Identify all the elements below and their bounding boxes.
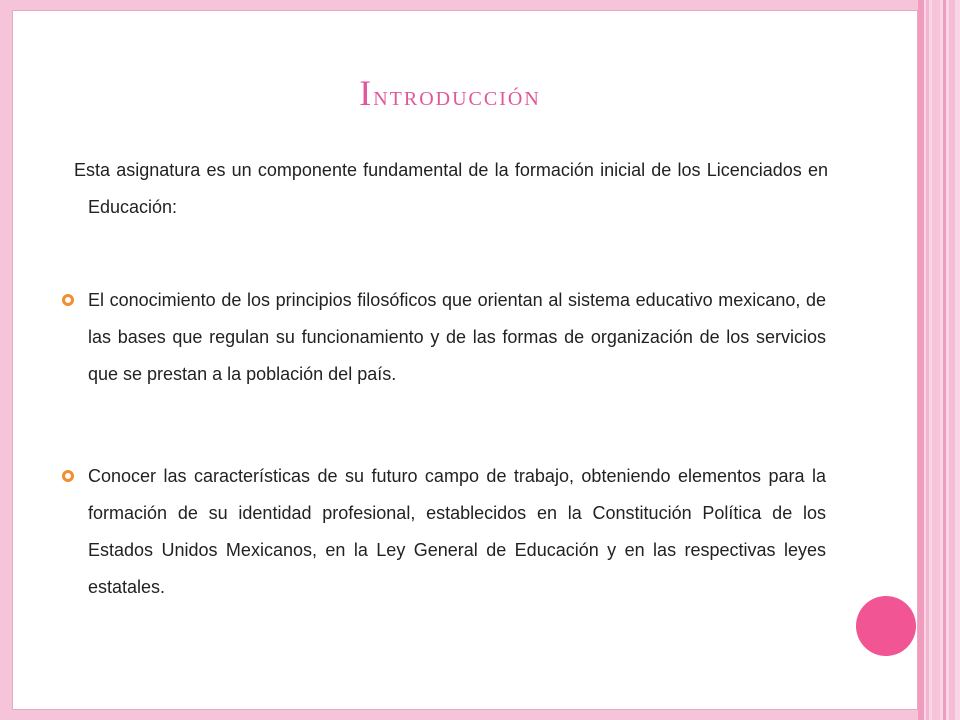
decorative-stripe [926, 0, 929, 720]
decorative-stripe [932, 0, 940, 720]
accent-dot [856, 596, 916, 656]
ring-bullet-icon [62, 470, 74, 482]
ring-bullet-icon [62, 294, 74, 306]
title-rest: ntroducción [373, 81, 541, 112]
decorative-stripe [918, 0, 924, 720]
bullet-item [88, 458, 826, 606]
bullet-text: El conocimiento de los principios filosóficos que orientan al sistema educativo mexicano, de las bases que regulan su funcionamiento y de las formas de organización de los servicios que se prestan a la población del país. [88, 290, 826, 384]
bullet-item [88, 282, 826, 393]
intro-paragraph: Esta asignatura es un componente fundamental de la formación inicial de los Licenciados en Educación: [74, 160, 828, 217]
frame-top [0, 0, 960, 10]
slide-title [0, 72, 900, 114]
title-initial: I [359, 73, 374, 113]
decorative-stripe [943, 0, 946, 720]
decorative-stripe [949, 0, 955, 720]
frame-bottom [0, 710, 960, 720]
bullet-text: Conocer las características de su futuro campo de trabajo, obteniendo elementos para la formación de su identidad profesional, establecidos en la Constitución Política de los Estados Unidos Mexicanos, en la Ley General de Educación y en las respectivas leyes estatales. [88, 466, 826, 597]
